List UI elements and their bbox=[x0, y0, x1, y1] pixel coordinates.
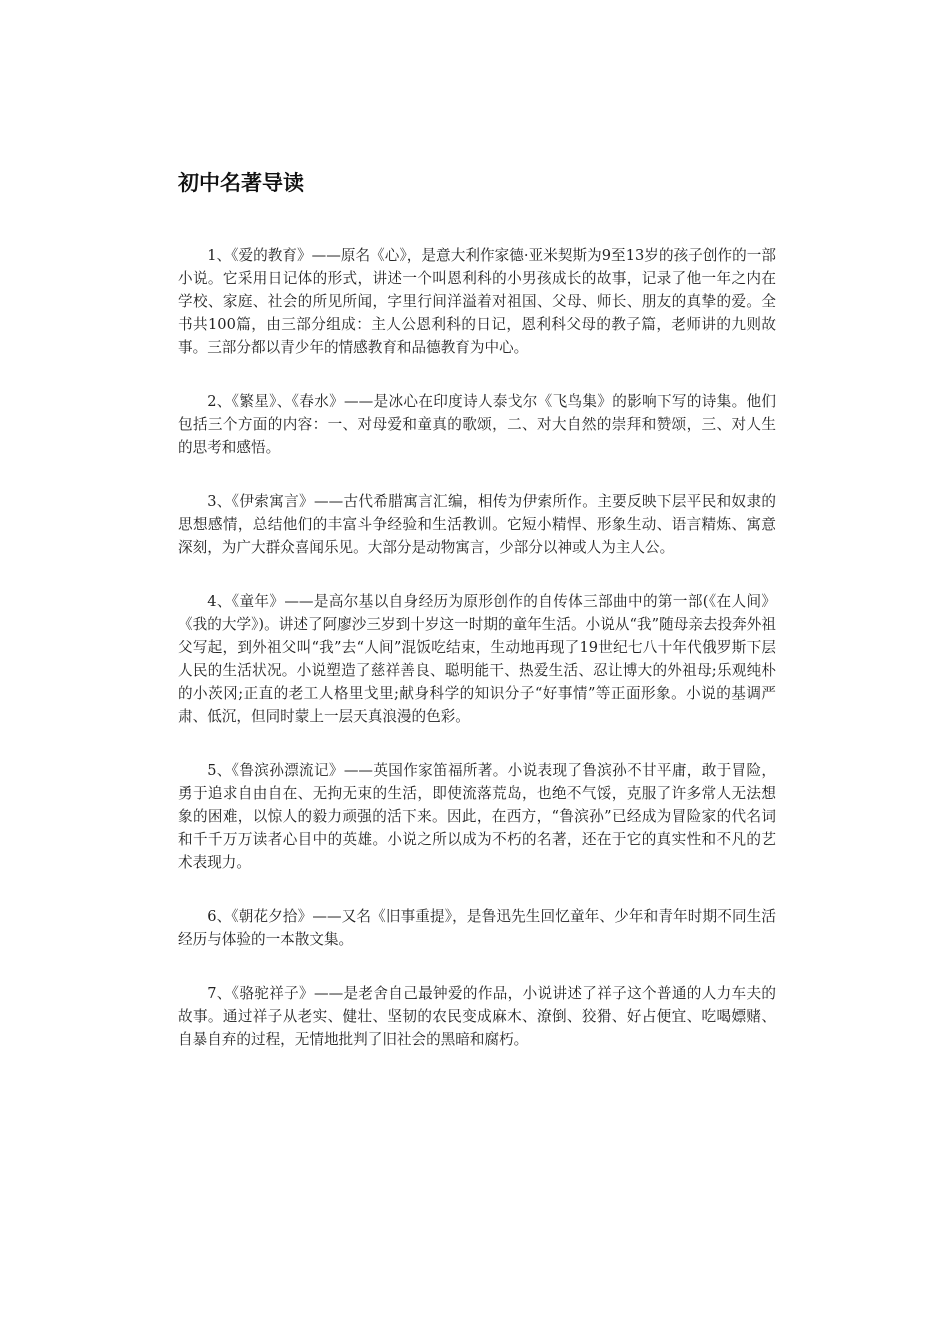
paragraph-2: 2、《繁星》、《春水》——是冰心在印度诗人泰戈尔《飞鸟集》的影响下写的诗集。他们包括三个方面的内容：一、对母爱和童真的歌颂，二、对大自然的崇拜和赞颂，三、对人生的思考和感悟。 bbox=[178, 393, 776, 456]
paragraph-6: 6、《朝花夕拾》——又名《旧事重提》，是鲁迅先生回忆童年、少年和青年时期不同生活经历与体验的一本散文集。 bbox=[178, 908, 776, 948]
document-page bbox=[178, 168, 776, 1082]
paragraph-5: 5、《鲁滨孙漂流记》——英国作家笛福所著。小说表现了鲁滨孙不甘平庸，敢于冒险，勇于追求自由自在、无拘无束的生活，即使流落荒岛，也绝不气馁，克服了许多常人无法想象的困难，以惊人的毅力顽强的活下来。因此，在西方，“鲁滨孙”已经成为冒险家的代名词和千千万万读者心目中的英雄。小说之所以成为不朽的名著，还在于它的真实性和不凡的艺术表现力。 bbox=[178, 762, 776, 871]
paragraph-1: 1、《爱的教育》——原名《心》，是意大利作家德·亚米契斯为9至13岁的孩子创作的一部小说。它采用日记体的形式，讲述一个叫恩利科的小男孩成长的故事，记录了他一年之内在学校、家庭、社会的所见所闻，字里行间洋溢着对祖国、父母、师长、朋友的真挚的爱。全书共100篇，由三部分组成：主人公恩利科的日记，恩利科父母的教子篇，老师讲的九则故事。三部分都以青少年的情感教育和品德教育为中心。 bbox=[178, 247, 776, 356]
paragraph-4: 4、《童年》——是高尔基以自身经历为原形创作的自传体三部曲中的第一部(《在人间》《我的大学》)。讲述了阿廖沙三岁到十岁这一时期的童年生活。小说从“我”随母亲去投奔外祖父写起，到外祖父叫“我”去“人间”混饭吃结束，生动地再现了19世纪七八十年代俄罗斯下层人民的生活状况。小说塑造了慈祥善良、聪明能干、热爱生活、忍让博大的外祖母;乐观纯朴的小茨冈;正直的老工人格里戈里;献身科学的知识分子“好事情”等正面形象。小说的基调严肃、低沉，但同时蒙上一层天真浪漫的色彩。 bbox=[178, 593, 776, 725]
paragraph-3: 3、《伊索寓言》——古代希腊寓言汇编，相传为伊索所作。主要反映下层平民和奴隶的思想感情，总结他们的丰富斗争经验和生活教训。它短小精悍、形象生动、语言精炼、寓意深刻，为广大群众喜闻乐见。大部分是动物寓言，少部分以神或人为主人公。 bbox=[178, 493, 776, 556]
paragraph-7: 7、《骆驼祥子》——是老舍自己最钟爱的作品，小说讲述了祥子这个普通的人力车夫的故事。通过祥子从老实、健壮、坚韧的农民变成麻木、潦倒、狡猾、好占便宜、吃喝嫖赌、自暴自弃的过程，无情地批判了旧社会的黑暗和腐朽。 bbox=[178, 985, 776, 1048]
document-title: 初中名著导读 bbox=[178, 171, 304, 195]
